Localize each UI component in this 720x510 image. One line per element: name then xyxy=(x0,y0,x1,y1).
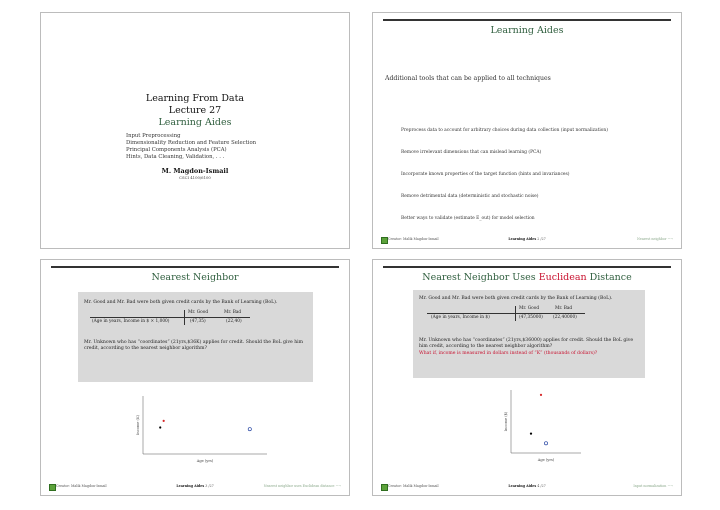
outline-item: Hints, Data Cleaning, Validation, . . . xyxy=(126,154,225,160)
mr-unknown-point xyxy=(159,426,161,428)
top-rule xyxy=(383,266,671,268)
top-rule xyxy=(51,266,339,268)
footer-page: 2 /27 xyxy=(537,237,546,241)
mr-bad-point xyxy=(163,420,165,422)
title-part: Nearest Neighbor Uses xyxy=(422,272,539,283)
slide-euclidean-distance xyxy=(372,259,682,496)
y-axis-label: Income (K) xyxy=(136,414,140,436)
slide-footer xyxy=(373,236,681,244)
col-mr-good: Mr. Good xyxy=(188,310,209,315)
problem-intro: Mr. Good and Mr. Bad were both given credit cards by the Bank of Learning (BoL). xyxy=(419,296,613,301)
scale-question: What if, income is measured in dollars instead of “K” (thousands of dollars)? xyxy=(419,351,598,356)
x-axis-label: Age (yrs) xyxy=(537,458,555,462)
scatter-plot xyxy=(135,394,270,464)
course-title: Learning From Data xyxy=(145,93,245,104)
title-highlight: Euclidean xyxy=(538,272,587,283)
table-rule xyxy=(90,317,250,318)
problem-question: Mr. Unknown who has “coordinates” (21yrs,$36000) applies for credit. Should the BoL give him credit, according to the nearest neighbor algorithm? xyxy=(419,338,634,350)
problem-intro: Mr. Good and Mr. Bad were both given credit cards by the Bank of Learning (BoL). xyxy=(84,300,278,305)
course-code: CSCI 4100/6100 xyxy=(179,175,211,180)
outline-item: Principal Components Analysis (PCA) xyxy=(126,147,227,153)
outline-item: Input Preprocessing xyxy=(126,133,181,139)
footer-creator: Creator: Malik Magdon-Ismail xyxy=(56,484,107,488)
footer-next-link[interactable]: Input normalization −→ xyxy=(633,484,673,488)
bullet-item: Incorporate known properties of the target function (hints and invariances) xyxy=(401,172,570,177)
footer-deck-name: Learning Aides xyxy=(508,484,537,488)
col-mr-bad: Mr. Bad xyxy=(555,306,573,311)
footer-next-link[interactable]: Nearest neighbor −→ xyxy=(636,237,673,241)
bullet-item: Remove irrelevant dimensions that can mislead learning (PCA) xyxy=(401,150,542,155)
credit-table xyxy=(90,310,310,326)
footer-deck xyxy=(373,237,681,241)
slide-title-page xyxy=(40,12,350,249)
mr-good-point xyxy=(544,442,547,445)
table-rule xyxy=(427,313,585,314)
credit-table xyxy=(427,306,642,322)
footer-deck-name: Learning Aides xyxy=(176,484,205,488)
title-part: Distance xyxy=(586,272,632,283)
scatter-plot xyxy=(503,388,583,463)
col-mr-good: Mr. Good xyxy=(519,306,540,311)
problem-box xyxy=(413,290,645,378)
footer-page: 3 /27 xyxy=(205,484,214,488)
slide-title xyxy=(373,272,681,283)
author-name: M. Magdon-Ismail xyxy=(161,167,229,175)
x-axis-label: Age (yrs) xyxy=(196,459,214,463)
table-divider xyxy=(515,306,516,321)
cell-mr-good: (47,35) xyxy=(190,319,206,324)
footer-page: 4 /27 xyxy=(537,484,546,488)
footer-creator: Creator: Malik Magdon-Ismail xyxy=(388,484,439,488)
bullet-item: Preprocess data to account for arbitrary choices during data collection (input normalization) xyxy=(401,128,608,133)
lecture-subtitle: Learning Aides xyxy=(158,117,232,128)
cell-mr-bad: (22,40) xyxy=(226,319,242,324)
slide-title: Nearest Neighbor xyxy=(151,272,239,283)
problem-box xyxy=(78,292,313,382)
bullet-item: Remove detrimental data (deterministic and stochastic noise) xyxy=(401,194,539,199)
outline-item: Dimensionality Reduction and Feature Selection xyxy=(126,140,257,146)
row-label: (Age in years, Income in $) xyxy=(431,315,490,320)
top-rule xyxy=(383,19,671,21)
footer-deck-name: Learning Aides xyxy=(508,237,537,241)
problem-question: Mr. Unknown who has “coordinates” (21yrs,$36K) applies for credit. Should the BoL give him credit, according to the nearest neighbor algorithm? xyxy=(84,340,304,352)
footer-creator: Creator: Malik Magdon-Ismail xyxy=(388,237,439,241)
mr-good-point xyxy=(248,428,251,431)
mr-bad-point xyxy=(540,394,542,396)
y-axis-label: Income ($) xyxy=(504,411,508,432)
lecture-number: Lecture 27 xyxy=(168,105,222,116)
table-divider xyxy=(184,310,185,325)
row-label: (Age in years, Income in $ × 1,000) xyxy=(92,319,170,324)
cell-mr-bad: (22,40000) xyxy=(553,315,577,320)
footer-next-link[interactable]: Nearest neighbor uses Euclidean distance −→ xyxy=(263,484,341,488)
bullet-item: Better ways to validate (estimate E_out) for model selection xyxy=(401,216,535,221)
bullet-list xyxy=(401,128,608,238)
slide-title: Learning Aides xyxy=(490,25,564,36)
slide-nearest-neighbor xyxy=(40,259,350,496)
slide-footer xyxy=(41,483,349,491)
cell-mr-good: (47,35000) xyxy=(519,315,543,320)
intro-text: Additional tools that can be applied to all techniques xyxy=(385,75,551,82)
col-mr-bad: Mr. Bad xyxy=(224,310,242,315)
slide-footer xyxy=(373,483,681,491)
outline-list xyxy=(126,133,256,161)
mr-unknown-point xyxy=(530,433,532,435)
slide-learning-aides xyxy=(372,12,682,249)
